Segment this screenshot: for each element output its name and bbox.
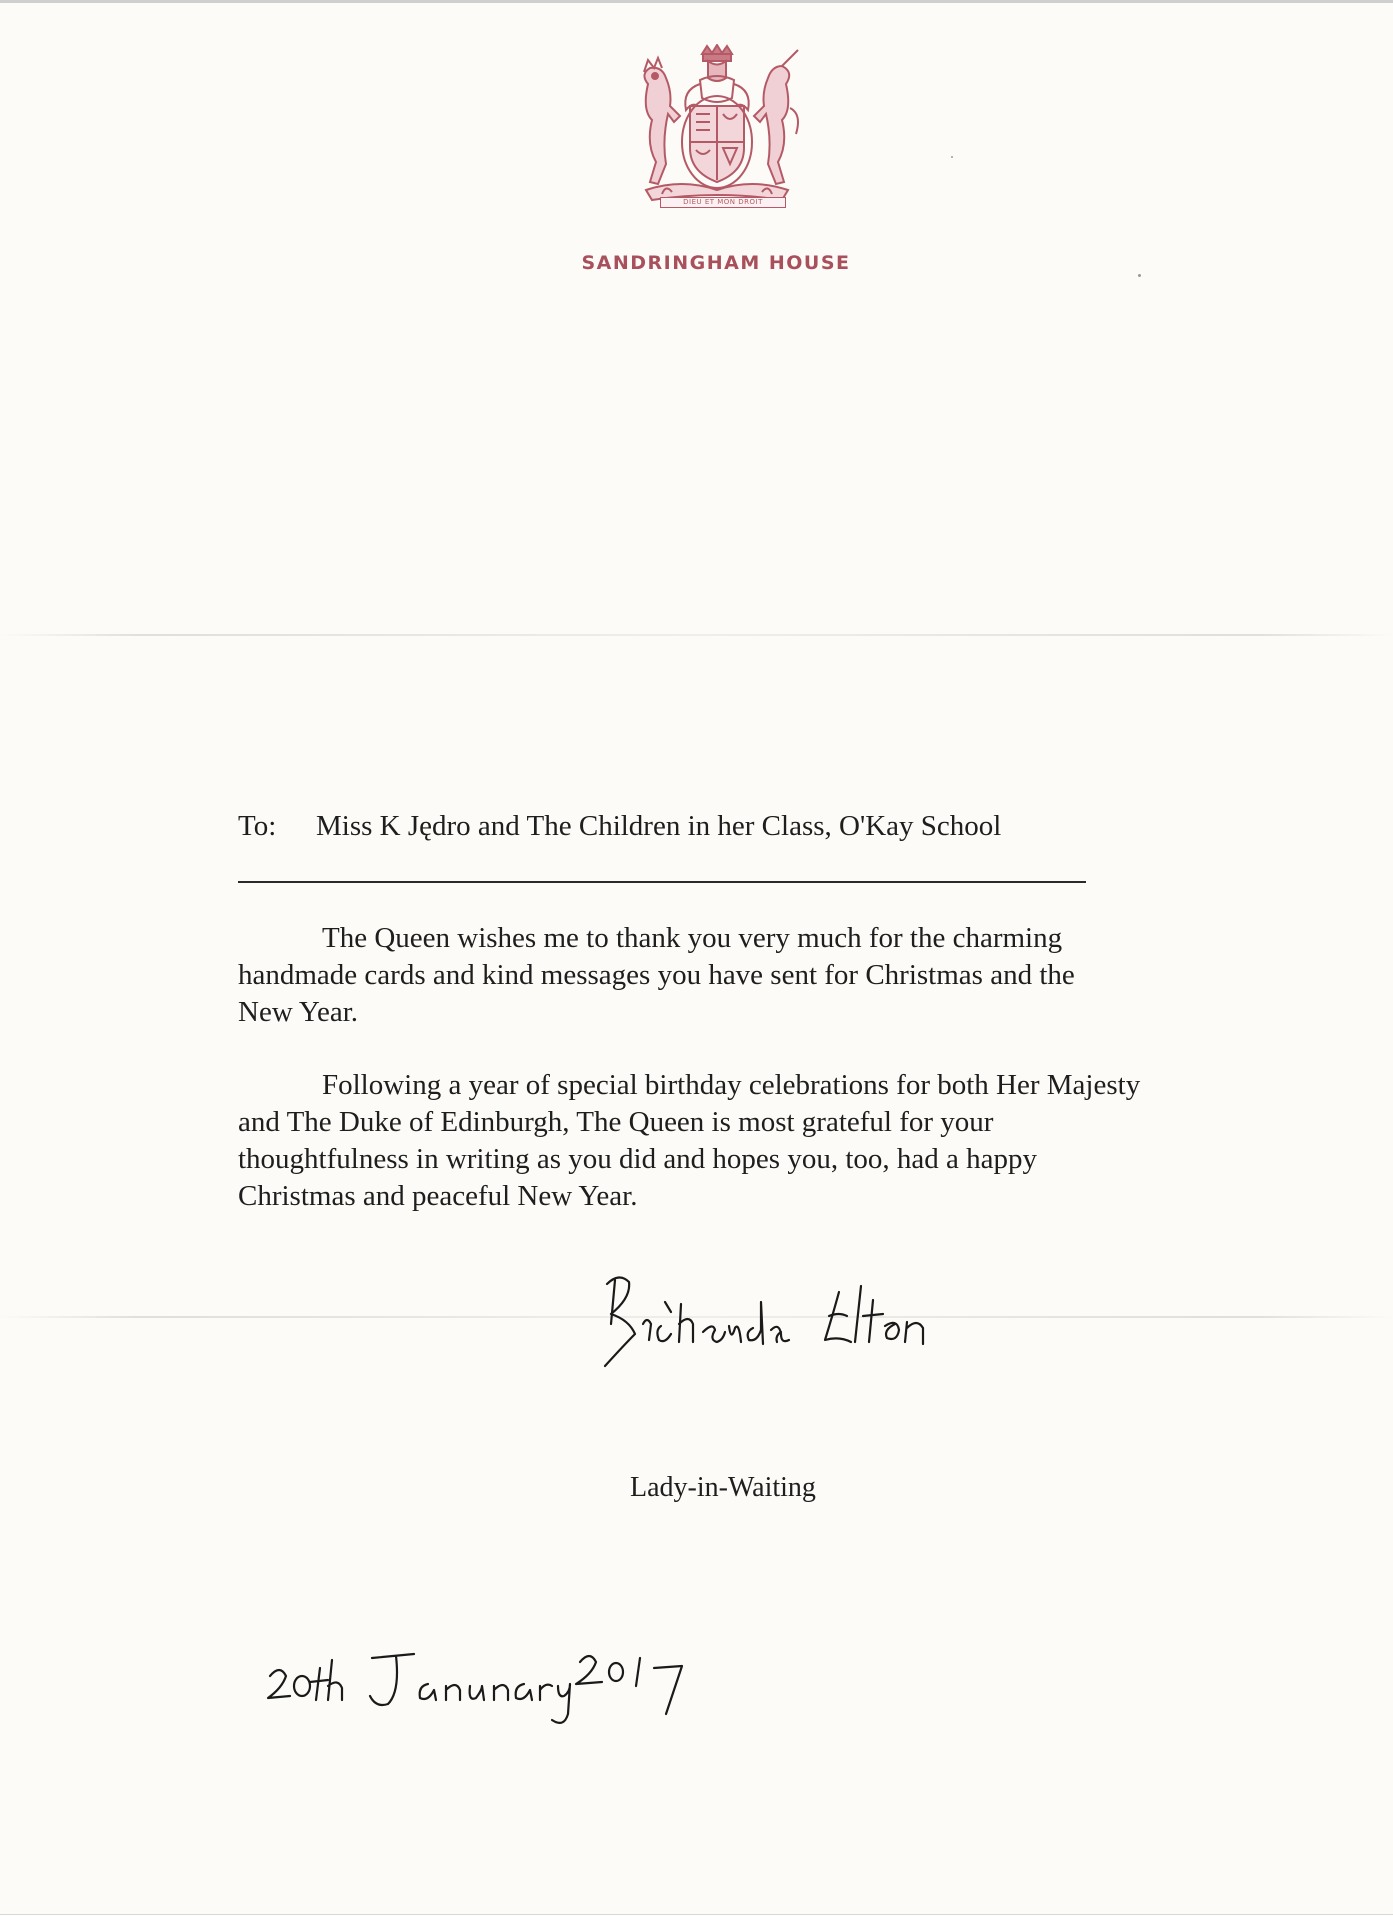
handwritten-date [262, 1628, 702, 1748]
paragraph-line: handmade cards and kind messages you have sent for Christmas and the [238, 959, 1075, 991]
letterhead-title: SANDRINGHAM HOUSE [581, 252, 851, 274]
paragraph-line: New Year. [238, 996, 359, 1028]
crest-motto-text: DIEU ET MON DROIT [683, 198, 763, 206]
recipient-underline [238, 881, 1086, 883]
paper-speck [1138, 274, 1141, 277]
royal-coat-of-arms-icon [622, 44, 812, 212]
scan-bottom-edge [0, 1914, 1393, 1920]
recipient-label: To: [238, 810, 277, 842]
body-paragraph-1 [238, 920, 1238, 1031]
paragraph-line: thoughtfulness in writing as you did and hopes you, too, had a happy [238, 1143, 1038, 1175]
handwritten-signature [585, 1262, 1005, 1382]
paper-fold-line [0, 634, 1393, 636]
recipient-name: Miss K Jędro and The Children in her Class, O'Kay School [316, 810, 1002, 842]
paragraph-line: The Queen wishes me to thank you very much for the charming [322, 922, 1063, 954]
paragraph-line: and The Duke of Edinburgh, The Queen is most grateful for your [238, 1106, 994, 1138]
body-paragraph-2 [238, 1067, 1238, 1215]
recipient-line [238, 810, 1001, 843]
paragraph-line: Following a year of special birthday celebrations for both Her Majesty [322, 1069, 1141, 1101]
signatory-role: Lady-in-Waiting [630, 1472, 816, 1503]
crest-motto-scroll [660, 197, 786, 208]
paragraph-line: Christmas and peaceful New Year. [238, 1180, 638, 1212]
scan-top-edge [0, 0, 1393, 3]
paper-speck [951, 156, 953, 158]
